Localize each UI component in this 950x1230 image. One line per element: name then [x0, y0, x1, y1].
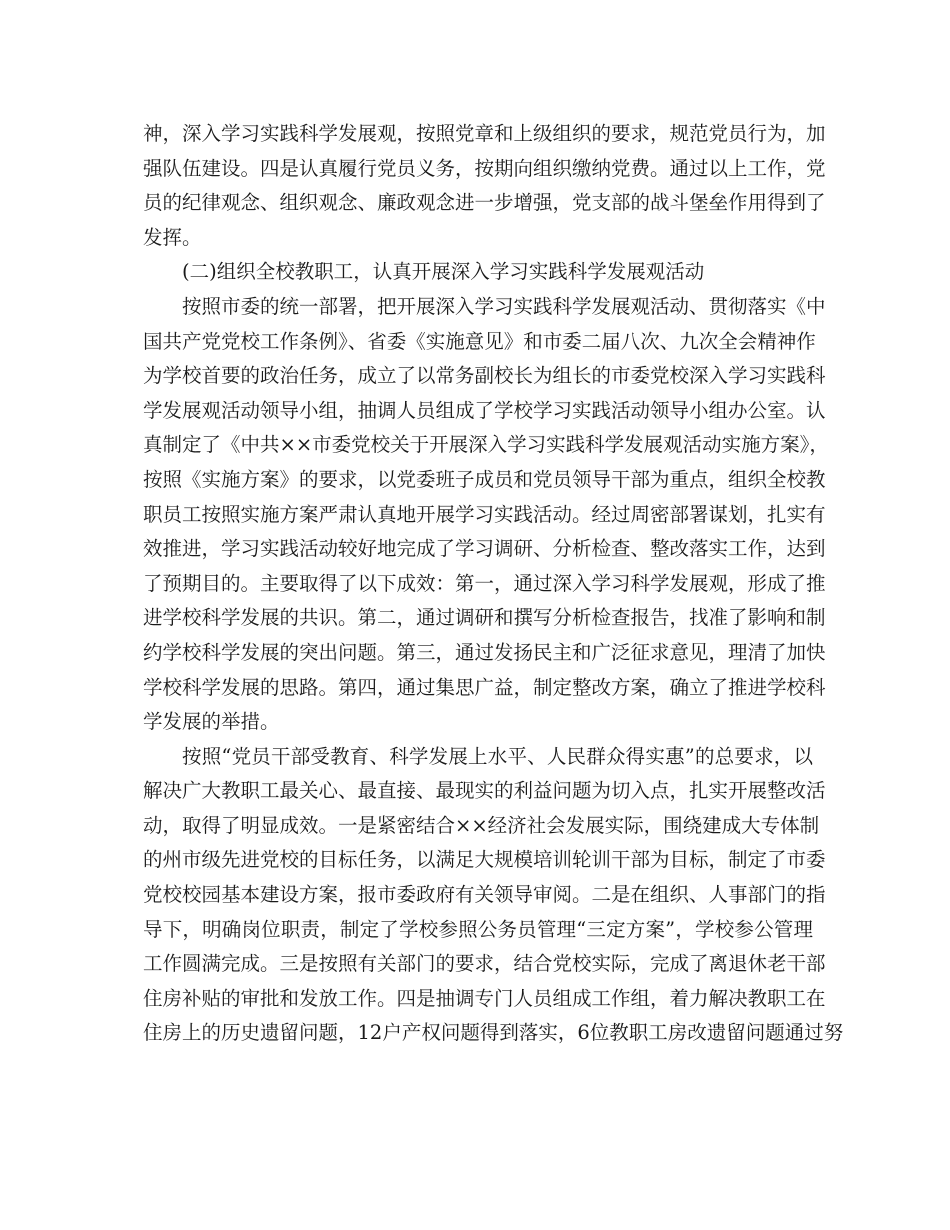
text-line: 工作圆满完成。三是按照有关部门的要求，结合党校实际，完成了离退休老干部 — [143, 952, 826, 976]
text-line: 员的纪律观念、组织观念、廉政观念进一步增强，党支部的战斗堡垒作用得到了 — [143, 191, 826, 215]
document-body — [143, 117, 844, 1051]
text-line: 的州市级先进党校的目标任务，以满足大规模培训轮训干部为目标，制定了市委 — [143, 848, 826, 872]
text-line: 约学校科学发展的突出问题。第三，通过发扬民主和广泛征求意见，理清了加快 — [143, 640, 826, 664]
text-line: 按照“党员干部受教育、科学发展上水平、人民群众得实惠”的总要求，以 — [182, 744, 813, 768]
text-line: 党校校园基本建设方案，报市委政府有关领导审阅。二是在组织、人事部门的指 — [143, 883, 826, 907]
text-line: 真制定了《中共××市委党校关于开展深入学习实践科学发展观活动实施方案》， — [143, 433, 829, 457]
text-line: 导下，明确岗位职责，制定了学校参照公务员管理“三定方案”，学校参公管理 — [143, 917, 813, 941]
text-line: 学发展的举措。 — [143, 710, 280, 734]
text-line: 神，深入学习实践科学发展观，按照党章和上级组织的要求，规范党员行为，加 — [143, 122, 826, 145]
text-line: 按照《实施方案》的要求，以党委班子成员和党员领导干部为重点，组织全校教 — [143, 467, 826, 491]
text-line: 按照市委的统一部署，把开展深入学习实践科学发展观活动、贯彻落实《中 — [182, 294, 826, 318]
text-line: 了预期目的。主要取得了以下成效：第一，通过深入学习科学发展观，形成了推 — [143, 571, 826, 595]
section-heading: (二)组织全校教职工，认真开展深入学习实践科学发展观活动 — [182, 260, 705, 284]
text-line: 学校科学发展的思路。第四，通过集思广益，制定整改方案，确立了推进学校科 — [143, 675, 826, 699]
text-line: 住房上的历史遗留问题，12户产权问题得到落实，6位教职工房改遗留问题通过努 — [143, 1021, 844, 1045]
text-line: 住房补贴的审批和发放工作。四是抽调专门人员组成工作组，着力解决教职工在 — [143, 986, 826, 1010]
text-line: 学发展观活动领导小组，抽调人员组成了学校学习实践活动领导小组办公室。认 — [143, 398, 826, 422]
text-line: 为学校首要的政治任务，成立了以常务副校长为组长的市委党校深入学习实践科 — [143, 364, 826, 388]
text-line: 效推进，学习实践活动较好地完成了学习调研、分析检查、整改落实工作，达到 — [143, 537, 826, 561]
text-line: 发挥。 — [143, 225, 202, 249]
text-line: 解决广大教职工最关心、最直接、最现实的利益问题为切入点，扎实开展整改活 — [143, 779, 826, 803]
text-line: 动，取得了明显成效。一是紧密结合××经济社会发展实际，围绕建成大专体制 — [143, 813, 820, 837]
text-line: 进学校科学发展的共识。第二，通过调研和撰写分析检查报告，找准了影响和制 — [143, 606, 826, 630]
text-line: 强队伍建设。四是认真履行党员义务，按期向组织缴纳党费。通过以上工作，党 — [143, 156, 826, 180]
text-line: 职员工按照实施方案严肃认真地开展学习实践活动。经过周密部署谋划，扎实有 — [143, 502, 826, 526]
text-line: 国共产党党校工作条例》、省委《实施意见》和市委二届八次、九次全会精神作 — [143, 329, 816, 353]
